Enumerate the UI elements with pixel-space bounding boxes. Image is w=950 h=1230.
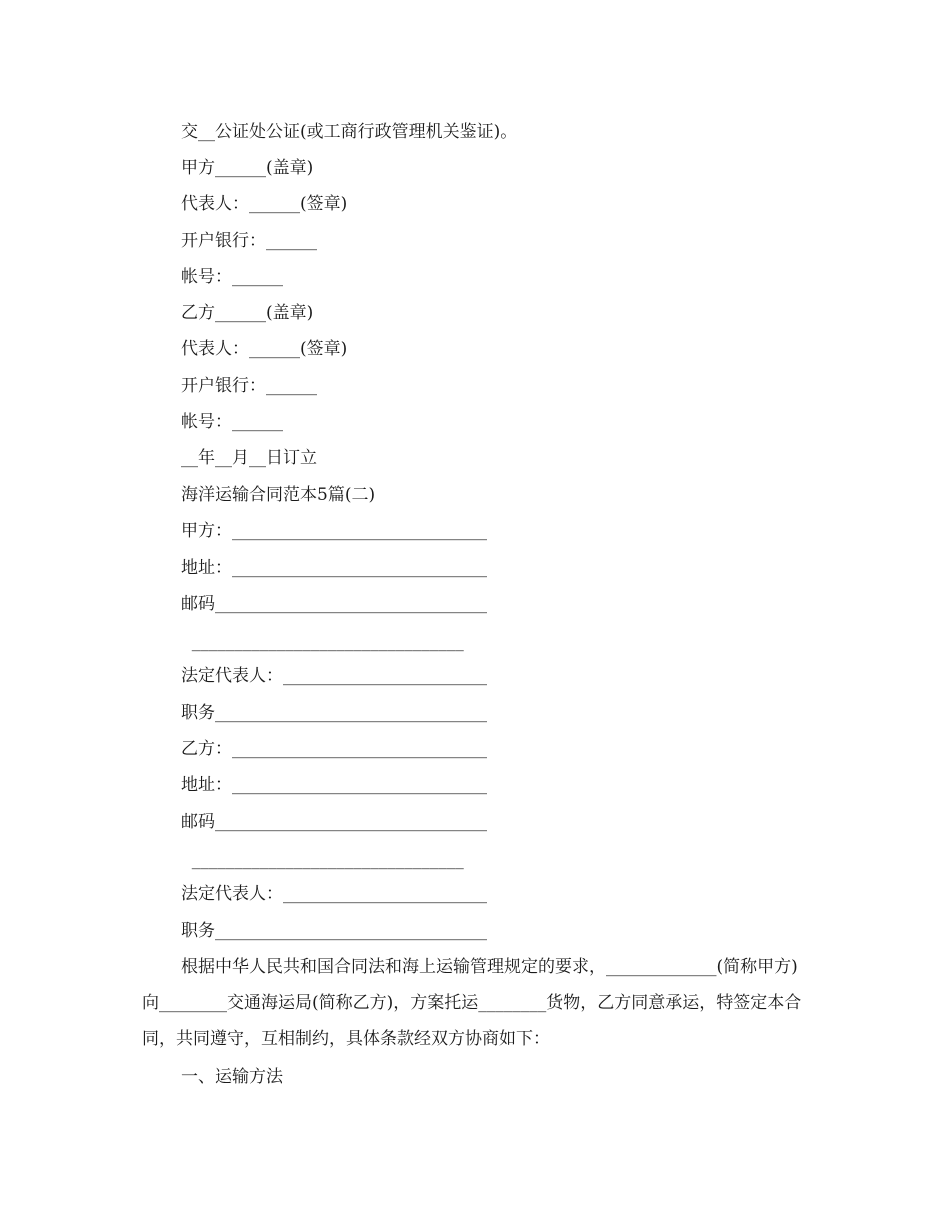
party-b-seal-line: 乙方______(盖章): [181, 303, 314, 323]
party-b-postcode-field: 邮码________________________________: [181, 812, 487, 832]
party-a-seal-line: 甲方______(盖章): [181, 158, 314, 178]
party-b-representative-line: 代表人：______(签章): [181, 339, 348, 359]
party-a-postcode-field: 邮码________________________________: [181, 594, 487, 614]
party-a-legal-rep-field: 法定代表人：________________________: [181, 666, 487, 686]
contract-preamble: 根据中华人民共和国合同法和海上运输管理规定的要求，_____________(简称甲方)向________交通海运局(简称乙方)，方案托运________货物，乙方同意承运，特签定本合同，共同遵守，互相制约，具体条款经双方协商如下：: [142, 957, 802, 1049]
party-a-account-line: 帐号：______: [181, 267, 283, 287]
party-a-address-field: 地址：______________________________: [181, 558, 487, 578]
party-b-position-field: 职务________________________________: [181, 921, 487, 941]
notarization-clause: 交__公证处公证(或工商行政管理机关鉴证)。: [181, 122, 518, 142]
party-b-legal-rep-field: 法定代表人：________________________: [181, 884, 487, 904]
section-heading: 一、运输方法: [181, 1067, 283, 1087]
signing-date-line: __年__月__日订立: [181, 448, 317, 468]
party-a-bank-line: 开户银行：______: [181, 231, 317, 251]
party-b-blank-line: ________________________________: [181, 850, 464, 870]
party-a-name-field: 甲方：______________________________: [181, 521, 487, 541]
party-b-account-line: 帐号：______: [181, 412, 283, 432]
party-a-blank-line: ________________________________: [181, 632, 464, 652]
party-b-name-field: 乙方：______________________________: [181, 739, 487, 759]
party-b-bank-line: 开户银行：______: [181, 376, 317, 396]
contract-subtitle: 海洋运输合同范本5篇(二): [181, 485, 376, 505]
party-a-position-field: 职务________________________________: [181, 703, 487, 723]
party-b-address-field: 地址：______________________________: [181, 775, 487, 795]
party-a-representative-line: 代表人：______(签章): [181, 194, 348, 214]
